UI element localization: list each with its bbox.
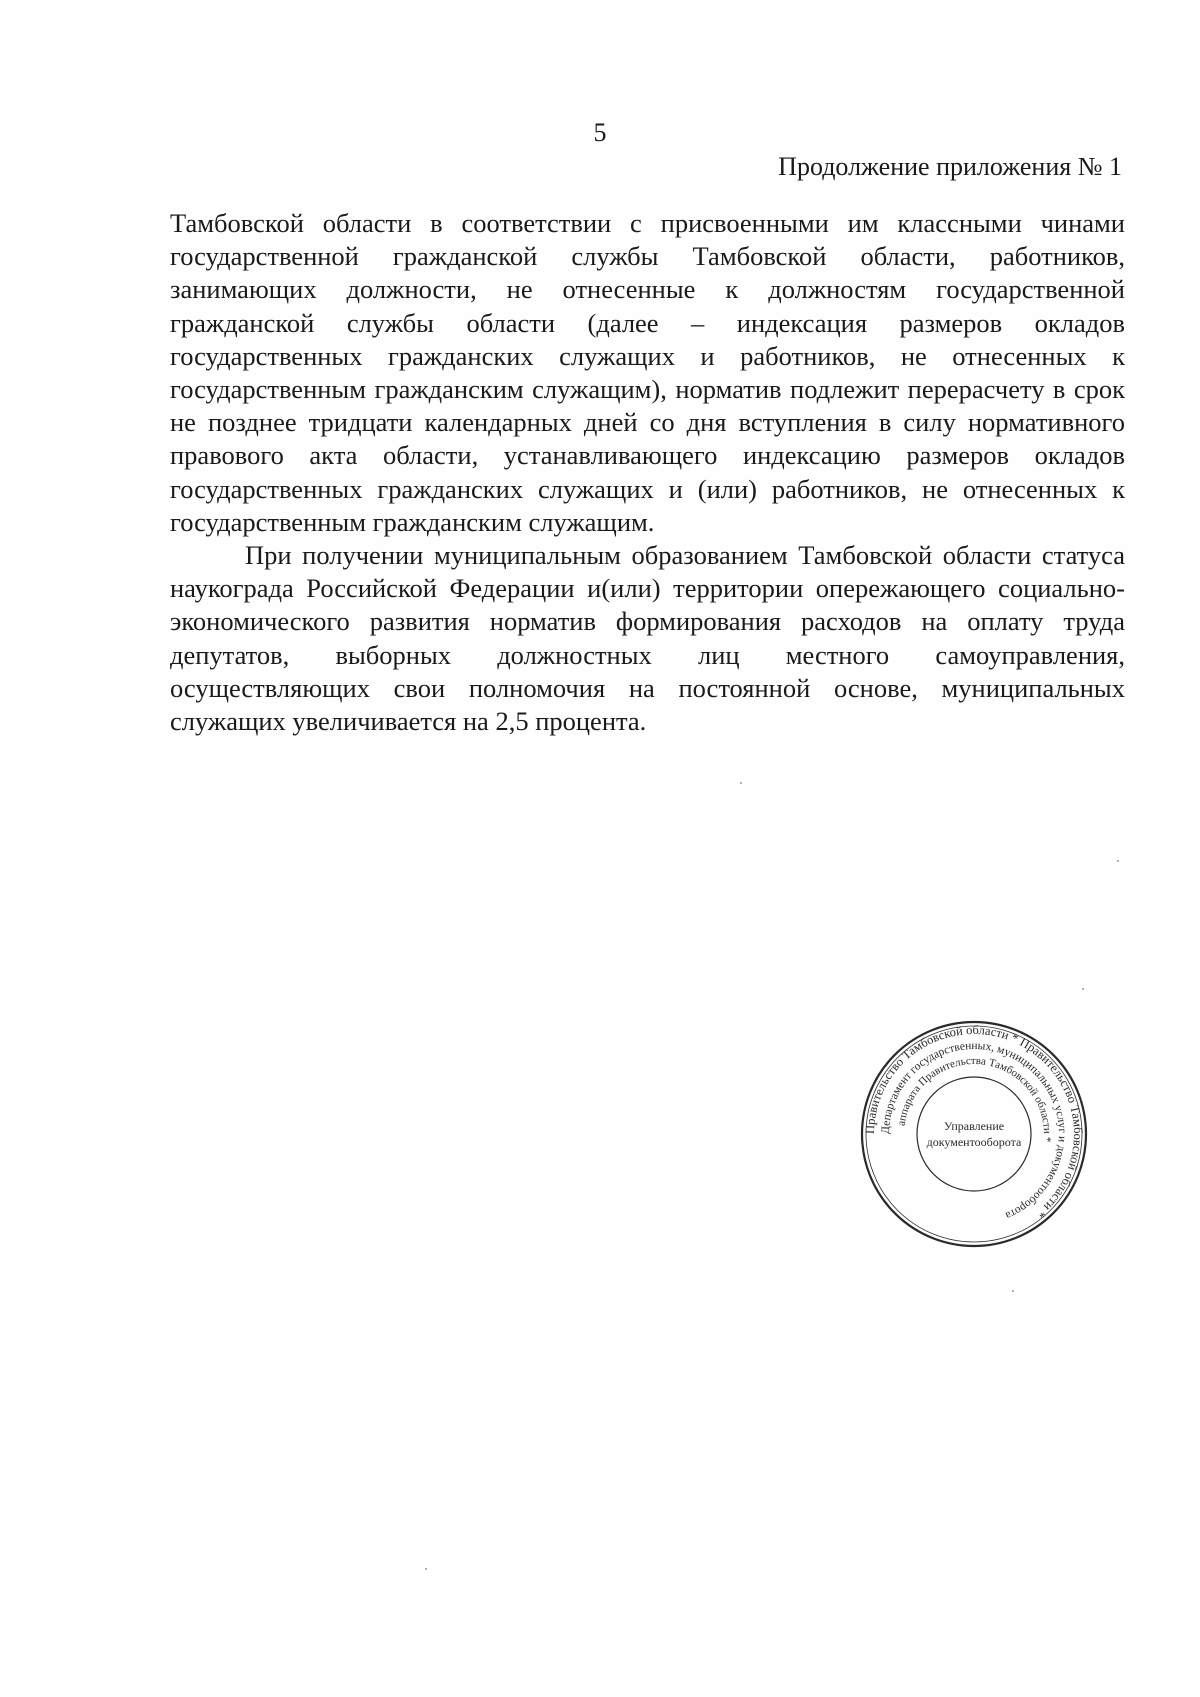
scan-speck [425, 1568, 427, 1570]
official-round-stamp [858, 1018, 1090, 1250]
document-body [170, 207, 1125, 738]
scan-speck [1082, 988, 1084, 990]
scan-speck [1117, 860, 1119, 862]
stamp-center-line-1: Управление [943, 1119, 1005, 1133]
paragraph-continuation: Тамбовской области в соответствии с присвоенными им классными чинами государственной гражданской службы Тамбовской области, работников, занимающих должности, не отнесенные к должностям государственной гражданской службы области (далее – индексация размеров окладов государственных гражданских служащих и работников, не отнесенных к государственным гражданским служащим), норматив подлежит перерасчету в срок не позднее тридцати календарных дней со дня вступления в силу нормативного правового акта области, устанавливающего индексацию размеров окладов государственных гражданских служащих и (или) работников, не отнесенных к государственным гражданским служащим. [170, 208, 1125, 537]
scan-speck [740, 782, 742, 784]
scan-speck [1012, 1290, 1014, 1292]
stamp-outer-ring-text: Правительство Тамбовской области * Правительство Тамбовской области * [862, 1022, 1086, 1221]
stamp-inner-border [917, 1077, 1031, 1191]
stamp-inner-ring-text: аппарата Правительства Тамбовской области * [895, 1054, 1054, 1143]
stamp-center-line-2: документооборота [926, 1135, 1022, 1149]
appendix-continuation-note: Продолжение приложения № 1 [778, 152, 1122, 181]
page-number: 5 [593, 118, 607, 147]
paragraph-science-city: При получении муниципальным образованием Тамбовской области статуса наукограда Российской Федерации и(или) территории опережающего социально-экономического развития норматив формирования расходов на оплату труда депутатов, выборных должностных лиц местного самоуправления, осуществляющих свои полномочия на постоянной основе, муниципальных служащих увеличивается на 2,5 процента. [170, 540, 1125, 737]
stamp-graphic [858, 1018, 1090, 1250]
stamp-middle-ring-text: Департамент государственных, муниципальных услуг и документооборота [879, 1039, 1069, 1222]
